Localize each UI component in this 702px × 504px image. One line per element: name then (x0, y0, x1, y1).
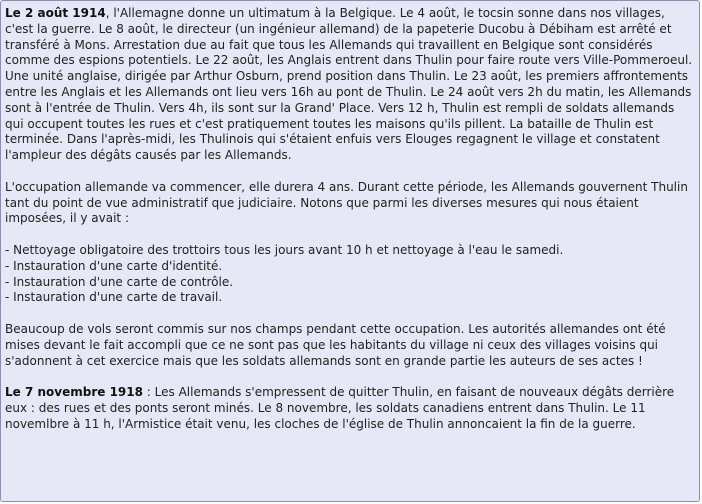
paragraph-gap (5, 227, 693, 243)
paragraph-1918 (5, 385, 693, 432)
date-2-aout-1914: Le 2 août 1914 (5, 6, 106, 20)
paragraph-gap (5, 164, 693, 180)
paragraph-occupation: L'occupation allemande va commencer, elle durera 4 ans. Durant cette période, les Allemands gouvernent Thulin tant du point de vue administratif que judiciaire. Notons que parmi les diverses mesures qui nous étaient imposées, il y avait : (5, 179, 688, 226)
measure-item: - Instauration d'une carte de travail. (5, 290, 223, 305)
paragraph-1918-text: : Les Allemands s'empressent de quitter Thulin, en faisant de nouveaux dégâts derrière eux : des rues et des ponts seront minés. Le 8 novembre, les soldats canadiens entrent dans Thulin. Le 11 novemlbre à 11 h, l'Armistice était venu, les cloches de l'église de Thulin annoncaient la fin de la guerre. (5, 385, 675, 431)
paragraph-1914 (5, 6, 693, 164)
paragraph-vols: Beaucoup de vols seront commis sur nos champs pendant cette occupation. Les autorités allemandes ont été mises devant le fait accompli que ce ne sont pas que les habitants du village ni ceux des villages voisins qui s'adonnent à cet exercice mais que les soldats allemands sont en grande partie les auteurs de ses actes ! (5, 321, 666, 368)
paragraph-gap (5, 306, 693, 322)
paragraph-gap (5, 369, 693, 385)
measure-item: - Instauration d'une carte de contrôle. (5, 274, 234, 289)
date-7-novembre-1918: Le 7 novembre 1918 (5, 385, 143, 400)
measure-item: - Instauration d'une carte d'identité. (5, 258, 223, 273)
measure-item: - Nettoyage obligatoire des trottoirs tous les jours avant 10 h et nettoyage à l'eau le samedi. (5, 242, 564, 257)
paragraph-1914-text: , l'Allemagne donne un ultimatum à la Belgique. Le 4 août, le tocsin sonne dans nos villages, c'est la guerre. Le 8 août, le directeur (un ingénieur allemand) de la papeterie Ducobu à Débiham est arrêté et transféré à Mons. Arrestation due au fait que tous les Allemands qui travaillent en Belgique sont considérés comme des espions potentiels. Le 22 août, les Anglais entrent dans Thulin pour faire route vers Ville-Pommeroeul. Une unité anglaise, dirigée par Arthur Osburn, prend position dans Thulin. Le 23 août, les premiers affrontements entre les Anglais et les Allemands ont lieu vers 16h au pont de Thulin. Le 24 août vers 2h du matin, les Allemands sont à l'entrée de Thulin. Vers 4h, ils sont sur la Grand' Place. Vers 12 h, Thulin est rempli de soldats allemands qui occupent toutes les rues et c'est pratiquement toutes les maisons qu'ils pillent. La bataille de Thulin est terminée. Dans l'après-midi, les Thulinois qui s'étaient enfuis vers Elouges regagnent le village et constatent l'ampleur des dégâts causés par les Allemands. (5, 6, 693, 163)
